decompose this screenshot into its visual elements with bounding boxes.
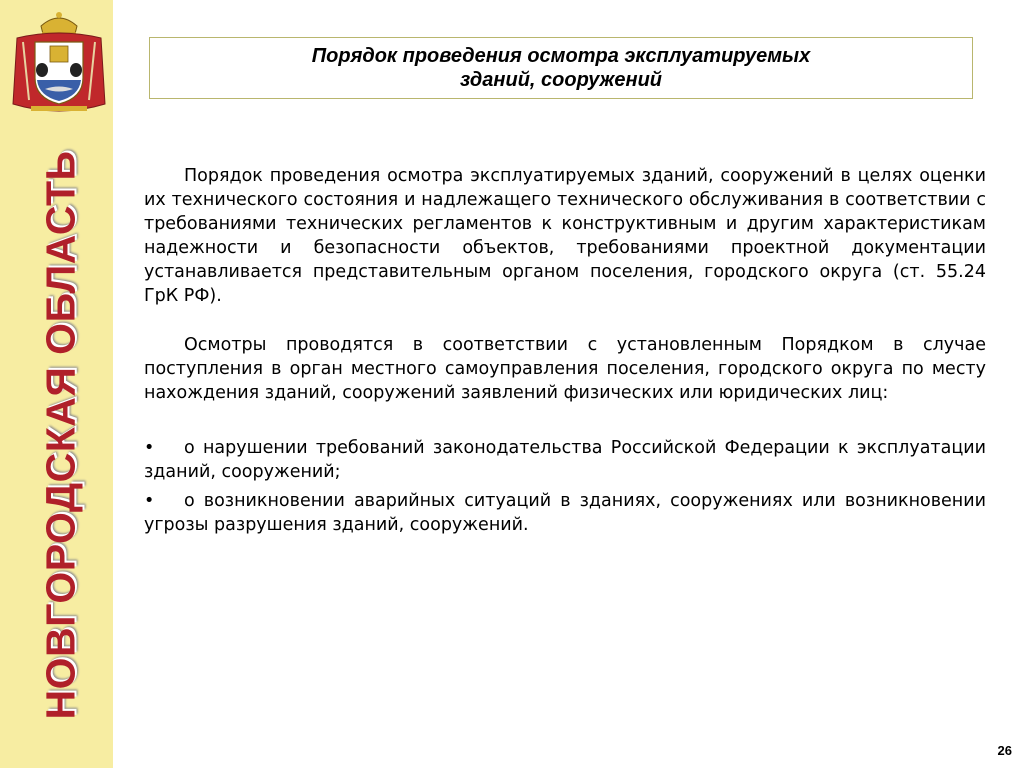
bullet-icon: • [144,491,155,511]
list-item [144,436,986,484]
list-item-text: о возникновении аварийных ситуаций в зданиях, сооружениях или возникновении угрозы разрушения зданий, сооружений. [144,491,986,535]
bullet-list [144,436,986,537]
novgorod-coat-of-arms-icon [9,8,109,120]
sidebar [0,0,113,768]
slide-title [149,37,973,99]
bullet-icon: • [144,438,155,458]
list-item-text: о нарушении требований законодательства Российской Федерации к эксплуатации зданий, сооружений; [144,438,986,482]
list-item [144,489,986,537]
title-line-2: зданий, сооружений [459,69,663,91]
slide-body [144,164,986,537]
paragraph-2: Осмотры проводятся в соответствии с установленным Порядком в случае поступления в орган местного самоуправления поселения, городского округа по месту нахождения зданий, сооружений заявлений физических или юридических лиц: [144,335,986,403]
region-title: НОВГОРОДСКАЯ ОБЛАСТЬ [37,150,84,720]
title-line-1: Порядок проведения осмотра эксплуатируемых [311,45,811,67]
page-number: 26 [997,743,1012,758]
paragraph-1: Порядок проведения осмотра эксплуатируемых зданий, сооружений в целях оценки их технического состояния и надлежащего технического обслуживания в соответствии с требованиями технических регламентов к конструктивным и другим характеристикам надежности и безопасности объектов, требованиями проектной документации устанавливается представительным органом поселения, городского округа (ст. 55.24 ГрК РФ). [144,166,986,306]
